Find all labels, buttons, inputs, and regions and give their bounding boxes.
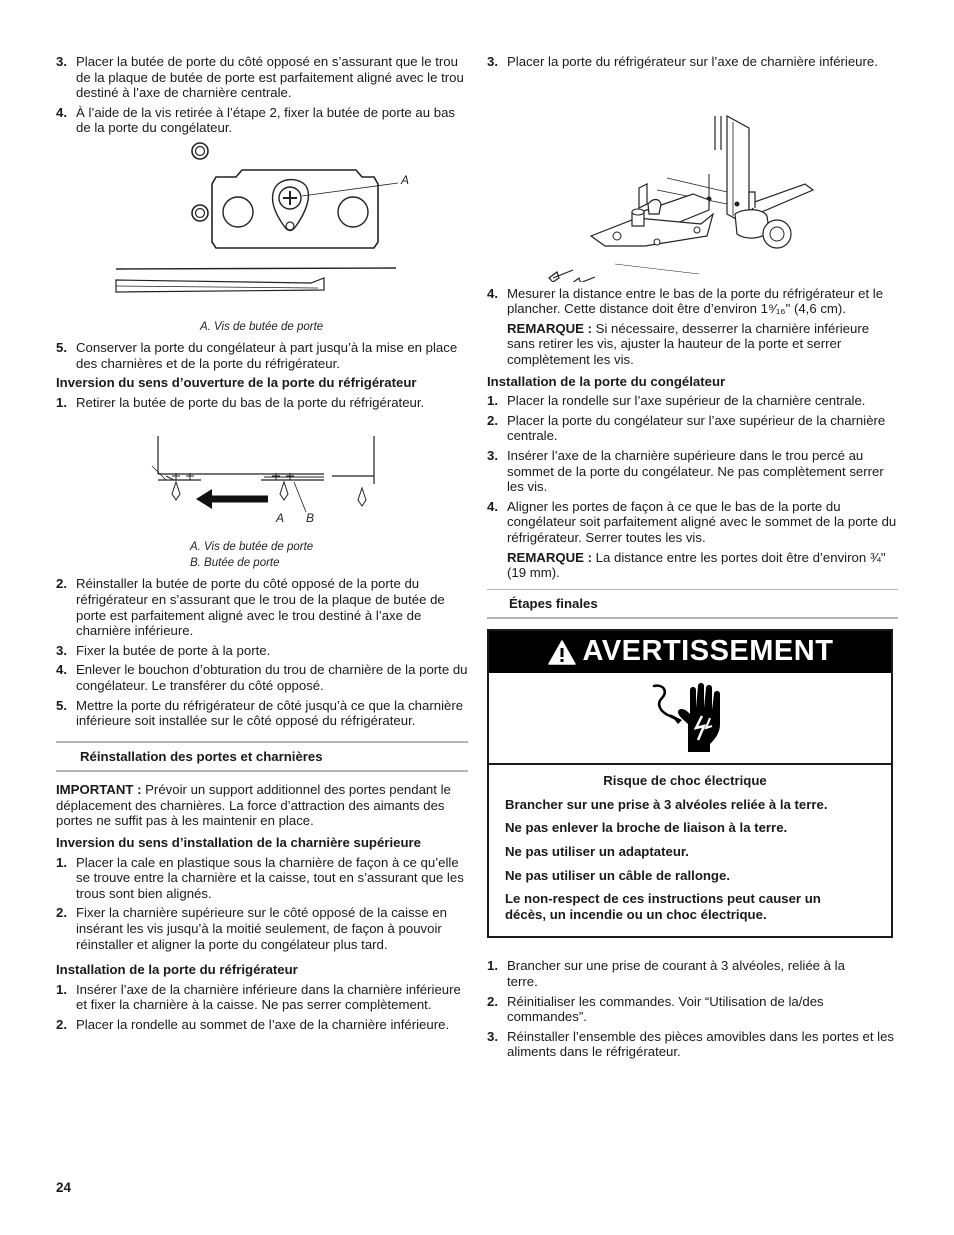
step-number: 3.	[487, 447, 498, 463]
step-text: Placer la rondelle au sommet de l’axe de la charnière inférieure.	[76, 1017, 450, 1032]
step-text: Réinstaller la butée de porte du côté opposé de la porte du réfrigérateur en s’assurant que le trou de la plaque de butée de porte est parfaitement aligné avec le trou destiné à l’axe de charnière inférieure.	[76, 576, 445, 639]
warning-line: Brancher sur une prise à 3 alvéoles reliée à la terre.	[505, 796, 828, 812]
warning-header	[489, 631, 891, 673]
warning-icon-area	[489, 673, 891, 765]
warning-text	[489, 765, 891, 936]
step-text: Mesurer la distance entre le bas de la porte du réfrigérateur et le plancher. Cette distance doit être d’environ 1⁹⁄₁₆" (4,6 cm).	[507, 285, 884, 317]
step-number: 4.	[487, 285, 498, 301]
step-number: 5.	[56, 697, 67, 713]
step-text: Aligner les portes de façon à ce que le bas de la porte du congélateur soit parfaitement aligné avec le sommet de la porte du réfrigérateur. Serrer toutes les vis.	[507, 498, 897, 545]
step-text: Mettre la porte du réfrigérateur de côté jusqu’à ce que la charnière inférieure soit installée sur le côté opposé du réfrigérateur.	[76, 697, 464, 729]
step-number: 2.	[487, 412, 498, 428]
list-item	[487, 994, 867, 1025]
list-item	[56, 855, 468, 902]
figure-door-stop-screw	[56, 140, 468, 340]
left-column	[56, 54, 468, 1037]
step-text: Conserver la porte du congélateur à part jusqu’à la mise en place des charnières et de la porte du réfrigérateur.	[76, 339, 458, 371]
subheading-upper-hinge: Inversion du sens d’installation de la charnière supérieure	[56, 835, 421, 851]
label-a: A	[276, 511, 285, 526]
list-item	[56, 395, 468, 411]
subheading-fridge-door: Installation de la porte du réfrigérateur	[56, 962, 298, 978]
step-text: Réinitialiser les commandes. Voir “Utilisation de la/des commandes”.	[507, 993, 824, 1025]
step-number: 2.	[487, 993, 498, 1009]
step-number: 1.	[56, 981, 67, 997]
warning-risk: Risque de choc électrique	[603, 773, 767, 789]
step-number: 4.	[56, 662, 67, 678]
step-text: Placer la cale en plastique sous la charnière de façon à ce qu’elle se trouve entre la charnière et la caisse, tout en s’assurant que les trous sont bien alignés.	[76, 854, 464, 901]
subheading-door-inversion: Inversion du sens d’ouverture de la porte du réfrigérateur	[56, 375, 417, 391]
warning-line: Le non-respect de ces instructions peut causer un décès, un incendie ou un choc électrique.	[505, 891, 821, 922]
step-number: 2.	[56, 576, 67, 592]
step-number: 1.	[487, 958, 498, 974]
important-label: IMPORTANT :	[56, 782, 142, 798]
step-number: 4.	[487, 498, 498, 514]
list-item	[487, 393, 898, 409]
list-item	[56, 643, 468, 659]
list-item	[487, 413, 898, 444]
lower-hinge-illustration	[487, 74, 898, 282]
list-item	[56, 1017, 468, 1033]
list-item	[56, 340, 468, 371]
step-number: 5.	[56, 339, 67, 355]
warning-line: Ne pas utiliser un adaptateur.	[505, 844, 689, 860]
subheading-freezer-door: Installation de la porte du congélateur	[487, 373, 726, 389]
step-number: 3.	[487, 54, 498, 69]
figure-door-stop-removal	[56, 412, 468, 576]
warning-line: Ne pas utiliser un câble de rallonge.	[505, 867, 730, 883]
step-text: Placer la butée de porte du côté opposé en s’assurant que le trou de la plaque de butée de porte est parfaitement aligné avec le trou destiné à l’axe de charnière centrale.	[76, 54, 464, 101]
remark-label: REMARQUE :	[507, 549, 592, 565]
step-text: Brancher sur une prise de courant à 3 alvéoles, reliée à la terre.	[507, 958, 845, 990]
list-item	[487, 54, 898, 70]
step-number: 2.	[56, 905, 67, 921]
list-item	[56, 105, 468, 136]
step-number: 3.	[56, 642, 67, 658]
section-header-final: Étapes finales	[487, 589, 898, 620]
door-stop-removal-illustration	[56, 412, 468, 576]
step-text: Insérer l’axe de la charnière inférieure dans la charnière inférieure et fixer la charnière à la caisse. Ne pas serrer complètement.	[76, 981, 461, 1013]
step-text: Placer la porte du réfrigérateur sur l’axe de charnière inférieure.	[507, 54, 878, 69]
figure-caption-a: A. Vis de butée de porte	[190, 541, 314, 554]
figure-caption-b: B. Butée de porte	[190, 557, 280, 570]
step-number: 3.	[56, 54, 67, 69]
warning-line: Ne pas enlever la broche de liaison à la terre.	[505, 820, 788, 836]
important-note	[56, 782, 468, 829]
list-item	[487, 448, 898, 495]
remark-note	[487, 321, 898, 368]
page-number: 24	[56, 1180, 72, 1195]
step-text: Fixer la charnière supérieure sur le côté opposé de la caisse en insérant les vis jusqu’à la moitié seulement, de façon à pouvoir réinstaller et aligner la porte du congélateur plus tard.	[76, 905, 447, 952]
label-b: B	[306, 511, 315, 526]
step-text: Enlever le bouchon d’obturation du trou de charnière de la porte du congélateur. Le transférer du côté opposé.	[76, 662, 468, 693]
list-item	[487, 499, 898, 546]
list-item	[56, 54, 468, 101]
warning-title: AVERTISSEMENT	[582, 635, 834, 668]
step-number: 1.	[56, 394, 67, 410]
remark-text: Si nécessaire, desserrer la charnière inférieure sans retirer les vis, ajuster la hauteur de la porte et serrer complètement les vis.	[507, 320, 870, 367]
step-text: Placer la porte du congélateur sur l’axe supérieur de la charnière centrale.	[507, 412, 886, 444]
step-number: 2.	[56, 1017, 67, 1032]
step-text: Placer la rondelle sur l’axe supérieur de la charnière centrale.	[507, 393, 866, 409]
warning-triangle-icon	[547, 639, 577, 666]
remark-text: La distance entre les portes doit être d’environ ¾" (19 mm).	[507, 549, 886, 581]
right-column	[487, 54, 898, 1064]
door-stop-illustration	[56, 140, 468, 340]
step-text: À l’aide de la vis retirée à l’étape 2, fixer la butée de porte au bas de la porte du congélateur.	[76, 104, 456, 136]
step-text: Fixer la butée de porte à la porte.	[76, 642, 271, 658]
step-text: Retirer la butée de porte du bas de la porte du réfrigérateur.	[76, 394, 425, 410]
step-number: 3.	[487, 1028, 498, 1044]
list-item	[487, 958, 857, 989]
list-item	[56, 982, 468, 1013]
step-text: Réinstaller l’ensemble des pièces amovibles dans les portes et les aliments dans le réfrigérateur.	[507, 1028, 895, 1060]
list-item	[56, 576, 468, 638]
remark-note	[487, 550, 898, 581]
step-text: Insérer l’axe de la charnière supérieure dans le trou percé au sommet de la porte du congélateur. Ne pas complètement serrer les vis.	[507, 447, 884, 495]
step-number: 4.	[56, 104, 67, 120]
section-header-reinstall: Réinstallation des portes et charnières	[56, 741, 468, 773]
important-text: Prévoir un support additionnel des portes pendant le déplacement des charnières. La force d’attraction des aimants des portes ne suffit pas à les maintenir en place.	[56, 782, 451, 829]
electric-shock-hand-icon	[648, 680, 732, 756]
step-number: 1.	[56, 854, 67, 870]
list-item	[487, 286, 898, 317]
list-item	[56, 662, 468, 693]
warning-box	[487, 629, 893, 938]
list-item	[56, 698, 468, 729]
figure-lower-hinge	[487, 74, 898, 282]
step-number: 1.	[487, 393, 498, 409]
list-item	[487, 1029, 898, 1060]
figure-caption: A. Vis de butée de porte	[200, 320, 324, 333]
remark-label: REMARQUE :	[507, 320, 592, 336]
list-item	[56, 905, 468, 952]
label-a: A	[401, 172, 410, 187]
